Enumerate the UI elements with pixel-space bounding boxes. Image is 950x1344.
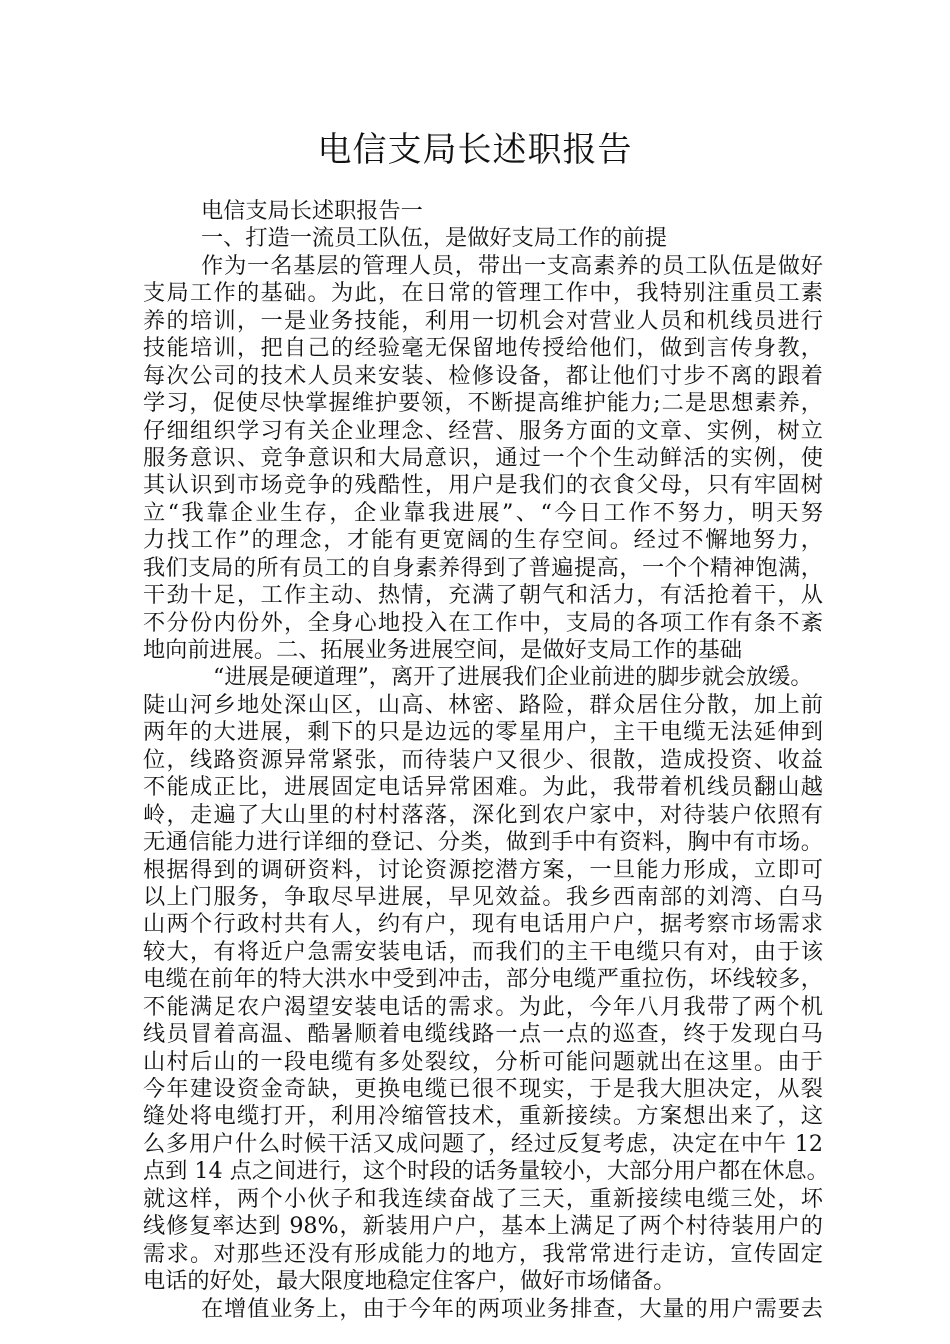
- paragraph-line: 山村后山的一段电缆有多处裂纹，分析可能问题就出在这里。由于: [143, 1048, 823, 1075]
- paragraph-line: 陡山河乡地处深山区，山高、林密、路险，群众居住分散，加上前: [143, 691, 823, 718]
- paragraph-line: 缝处将电缆打开，利用冷缩管技术，重新接续。方案想出来了，这: [143, 1103, 823, 1130]
- paragraph-line: 么多用户什么时候干活又成问题了，经过反复考虑，决定在中午 12: [143, 1130, 823, 1157]
- paragraph-line: 岭，走遍了大山里的村村落落，深化到农户家中，对待装户依照有: [143, 801, 823, 828]
- paragraph-line: “进展是硬道理”，离开了进展我们企业前进的脚步就会放缓。: [213, 664, 813, 691]
- paragraph-line: 线员冒着高温、酷暑顺着电缆线路一点一点的巡查，终于发现白马: [143, 1021, 823, 1048]
- paragraph-line: 电缆在前年的特大洪水中受到冲击，部分电缆严重拉伤，坏线较多，: [143, 966, 823, 993]
- paragraph-line: 较大，有将近户急需安装电话，而我们的主干电缆只有对，由于该: [143, 938, 823, 965]
- paragraph-line: 不分份内份外，全身心地投入在工作中，支局的各项工作有条不紊: [143, 609, 823, 636]
- paragraph-line: 今年建设资金奇缺，更换电缆已很不现实，于是我大胆决定，从裂: [143, 1076, 823, 1102]
- section-heading: 电信支局长述职报告一: [201, 198, 423, 224]
- paragraph-line: 无通信能力进行详细的登记、分类，做到手中有资料，胸中有市场。: [143, 829, 823, 856]
- paragraph-line: 山两个行政村共有人，约有户，现有电话用户户，据考察市场需求: [143, 911, 823, 938]
- paragraph-line: 其认识到市场竞争的残酷性，用户是我们的衣食父母，只有牢固树: [143, 472, 823, 499]
- paragraph-line: 在增值业务上，由于今年的两项业务排查，大量的用户需要去: [201, 1295, 823, 1322]
- paragraph-line: 每次公司的技术人员来安装、检修设备，都让他们寸步不离的跟着: [143, 362, 823, 389]
- paragraph-line: 需求。对那些还没有形成能力的地方，我常常进行走访，宣传固定: [143, 1240, 823, 1267]
- paragraph-line: 根据得到的调研资料，讨论资源挖潜方案，一旦能力形成，立即可: [143, 856, 823, 883]
- paragraph-line: 学习，促使尽快掌握维护要领，不断提高维护能力;二是思想素养，: [143, 390, 823, 417]
- paragraph-line: 作为一名基层的管理人员，带出一支高素养的员工队伍是做好: [201, 252, 823, 279]
- paragraph-line: 力找工作”的理念，才能有更宽阔的生存空间。经过不懈地努力，: [143, 527, 823, 554]
- paragraph-line: 地向前进展。二、拓展业务进展空间，是做好支局工作的基础: [143, 637, 743, 663]
- paragraph-line: 不能成正比，进展固定电话异常困难。为此，我带着机线员翻山越: [143, 774, 823, 801]
- paragraph-line: 养的培训，一是业务技能，利用一切机会对营业人员和机线员进行: [143, 307, 823, 334]
- paragraph-line: 电话的好处，最大限度地稳定住客户，做好市场储备。: [143, 1268, 676, 1295]
- paragraph-line: 以上门服务，争取尽早进展，早见效益。我乡西南部的刘湾、白马: [143, 883, 823, 910]
- paragraph-line: 技能培训，把自己的经验毫无保留地传授给他们，做到言传身教，: [143, 335, 823, 362]
- paragraph-line: 不能满足农户渴望安装电话的需求。为此，今年八月我带了两个机: [143, 993, 823, 1020]
- paragraph-line: 干劲十足，工作主动、热情，充满了朝气和活力，有活抢着干，从: [143, 582, 823, 609]
- document-body: [143, 198, 829, 1323]
- section-heading: 一、打造一流员工队伍，是做好支局工作的前提: [201, 225, 667, 252]
- paragraph-line: 位，线路资源异常紧张，而待装户又很少、很散，造成投资、收益: [143, 746, 823, 773]
- paragraph-line: 服务意识、竞争意识和大局意识，通过一个个生动鲜活的实例，使: [143, 444, 823, 471]
- paragraph-line: 支局工作的基础。为此，在日常的管理工作中，我特别注重员工素: [143, 280, 823, 307]
- paragraph-line: 我们支局的所有员工的自身素养得到了普遍提高，一个个精神饱满，: [143, 554, 823, 581]
- paragraph-line: 立“我靠企业生存，企业靠我进展”、“今日工作不努力，明天努: [143, 499, 823, 526]
- paragraph-line: 就这样，两个小伙子和我连续奋战了三天，重新接续电缆三处，坏: [143, 1185, 823, 1212]
- paragraph-line: 线修复率达到 98%，新装用户户，基本上满足了两个村待装用户的: [143, 1213, 823, 1240]
- paragraph-line: 点到 14 点之间进行，这个时段的话务量较小，大部分用户都在休息。: [143, 1158, 829, 1185]
- document-title: 电信支局长述职报告: [317, 130, 633, 170]
- paragraph-line: 仔细组织学习有关企业理念、经营、服务方面的文章、实例，树立: [143, 417, 823, 444]
- paragraph-line: 两年的大进展，剩下的只是边远的零星用户，主干电缆无法延伸到: [143, 719, 823, 746]
